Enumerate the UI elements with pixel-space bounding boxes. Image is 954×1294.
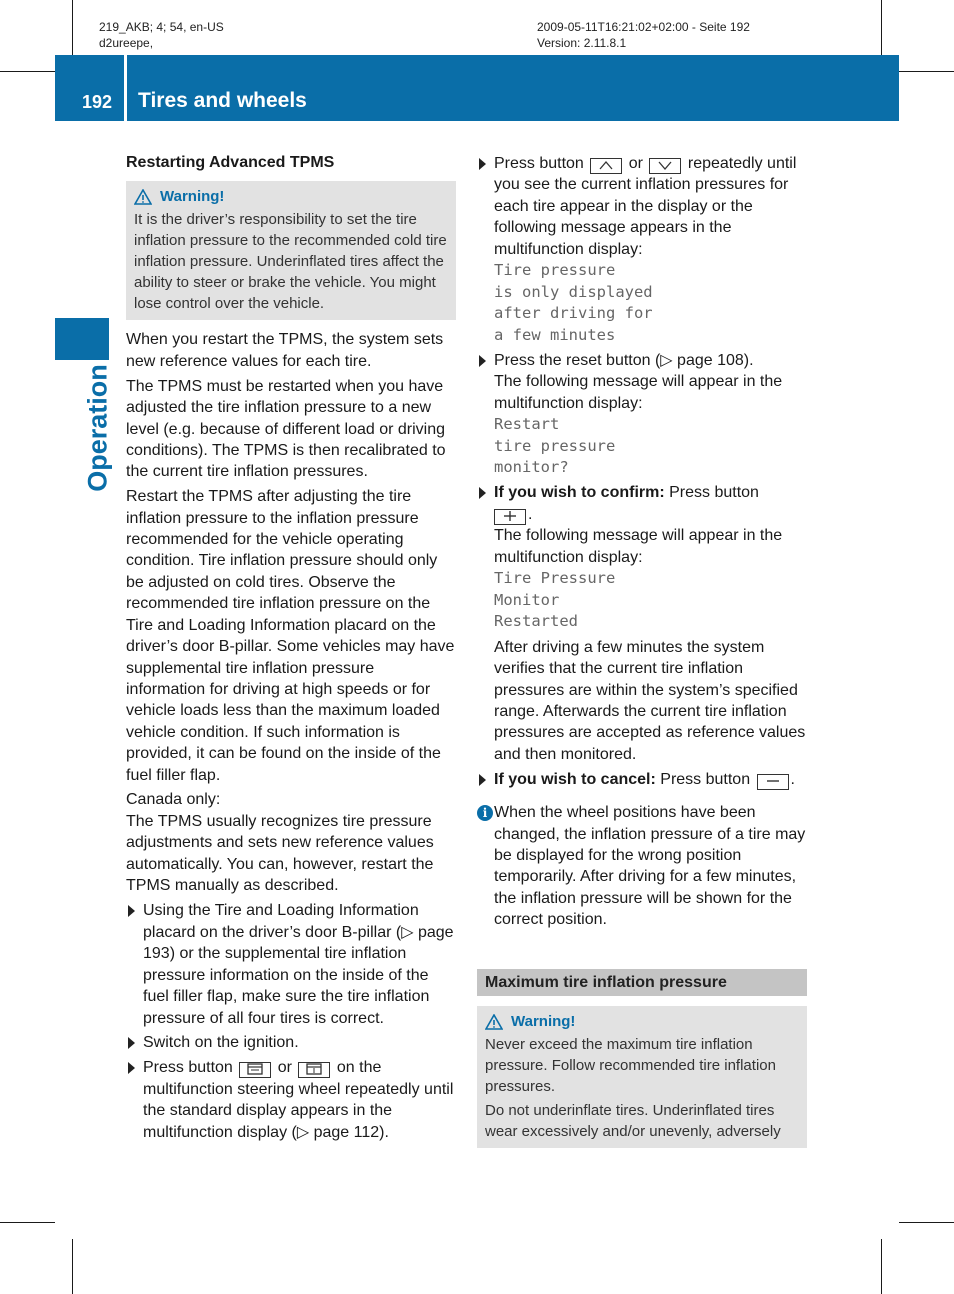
crop-mark [72,1239,73,1294]
step-text: The following message will appear in the multifunction display: [494,527,783,566]
meta-line: d2ureepe, [99,36,154,50]
plus-key-icon [494,509,526,525]
info-note [477,802,807,930]
page-title: Tires and wheels [138,89,307,112]
warning-triangle-icon [134,189,152,205]
step-text: Press button [660,770,751,788]
warning-title: Warning! [160,188,225,206]
step-arrow-icon [479,774,486,786]
left-column [126,152,456,1146]
meta-line: Version: 2.11.8.1 [537,36,627,50]
paragraph [126,789,456,896]
step-text: Using the Tire and Loading Information placard on the driver’s door B-pillar (▷ page 193) or the supplemental tire inflation pressure information on the inside of the fuel filler flap, make sure the tire inflation pressure of all four tires is correct. [143,902,454,1027]
instruction-step [126,1032,456,1053]
display-line: Tire Pressure [494,569,616,588]
display-line: Tire pressure [494,261,616,280]
page-number: 192 [82,92,113,112]
display-line: Restart [494,415,560,434]
paragraph: Restart the TPMS after adjusting the tire inflation pressure to the inflation pressure recommended for the vehicle operating condition. Tire inflation pressure should only be adjusted on cold tires. Observe the recommended tire inflation pressure on the Tire and Loading Information placard on the driver’s door B-pillar. Some vehicles may have supplemental tire inflation pressure information for driving at high speeds or for vehicle loads less than the maximum loaded vehicle condition. If such information is provided, it can be found on the inside of the fuel filler flap. [126,488,455,784]
meta-line: 219_AKB; 4; 54, en-US [99,20,224,34]
side-tab-label: Operation [82,364,113,492]
canada-label: Canada only: [126,791,221,809]
step-arrow-icon [479,487,486,499]
arrow-up-key-icon [590,158,622,174]
step-arrow-icon [128,1062,135,1074]
step-arrow-icon [128,905,135,917]
instruction-step [477,350,807,479]
arrow-down-key-icon [649,158,681,174]
step-text: repeatedly until you see the current inflation pressures for each tire appear in the display or the following message appears in the multifunction display: [494,155,797,258]
display-line: tire pressure [494,436,616,455]
step-bold-label: If you wish to cancel: [494,770,656,788]
step-arrow-icon [479,355,486,367]
step-text: After driving a few minutes the system verifies that the current tire inflation pressures are within the system’s specified range. Afterwards the current tire inflation pressures are accepted as reference values and then monitored. [494,638,806,763]
warning-title: Warning! [511,1013,576,1030]
step-text: Press the reset button (▷ page 108). [494,351,754,369]
display-line: is only displayed [494,282,653,301]
display-line: monitor? [494,458,569,477]
step-bold-label: If you wish to confirm: [494,484,665,502]
crop-mark [72,0,73,55]
minus-key-icon [757,774,789,790]
instruction-step [126,1057,456,1143]
warning-box [477,1006,807,1148]
step-arrow-icon [128,1037,135,1049]
crop-mark [899,1222,954,1223]
instruction-step [126,900,456,1028]
step-text: Press button [494,155,584,172]
step-text: or [277,1059,292,1077]
right-column [477,153,807,1148]
instruction-step: If you wish to cancel: Press button . [477,769,807,790]
warning-triangle-icon [485,1014,503,1030]
instruction-step [477,153,807,346]
warning-header [134,186,448,207]
instruction-step: If you wish to confirm: Press button . The following message will appear in the multifunction display: Tire Pressure Monitor Restarted After driving a few minutes the system verifies that the current tire inflation pressures are within the system’s specified range. Afterwards the current tire inflation pressures are accepted as reference values and then monitored. [477,482,807,765]
crop-mark [0,71,55,72]
display-message [494,414,807,479]
warning-box [126,181,456,320]
display-back-key-icon [239,1062,271,1078]
display-line: a few minutes [494,325,616,344]
step-text: Switch on the ignition. [143,1034,299,1052]
step-text: Press button [143,1059,233,1077]
print-meta-left [99,19,224,51]
display-message [494,260,807,346]
display-message [494,568,807,633]
section-subheading: Restarting Advanced TPMS [126,154,335,171]
side-tab-marker [55,318,109,360]
paragraph: The TPMS must be restarted when you have adjusted the tire inflation pressure to a new level (e.g. because of different load or driving conditions). The TPMS is then recalibrated to the current tire inflation pressures. [126,377,446,481]
header-divider [124,55,127,121]
warning-header [485,1011,799,1032]
crop-mark [881,1239,882,1294]
display-line: Restarted [494,612,578,631]
step-text: Press button [669,484,759,502]
warning-text: Never exceed the maximum tire inflation pressure. Follow recommended tire inflation pressures. [485,1036,776,1095]
canada-text: The TPMS usually recognizes tire pressure adjustments and sets new reference values automatically. You can, however, restart the TPMS manually as described. [126,812,434,895]
step-text: on the multifunction steering wheel repeatedly until the standard display appears in the multifunction display (▷ page 112). [143,1059,454,1141]
crop-mark [0,1222,55,1223]
info-icon: i [477,805,493,821]
paragraph: When you restart the TPMS, the system sets new reference values for each tire. [126,331,444,370]
step-text: or [628,155,643,172]
display-forward-key-icon [298,1062,330,1078]
crop-mark [899,71,954,72]
meta-line: 2009-05-11T16:21:02+02:00 - Seite 192 [537,20,750,34]
display-line: Monitor [494,590,560,609]
crop-mark [881,0,882,55]
step-arrow-icon [479,158,486,170]
info-text: When the wheel positions have been changed, the inflation pressure of a tire may be displayed for the wrong position temporarily. After driving for a few minutes, the inflation pressure will be shown for the correct position. [494,804,806,929]
warning-text: It is the driver’s responsibility to set the tire inflation pressure to the recommended cold tire inflation pressure. Underinflated tires affect the ability to steer or brake the vehicle. You might lose control over the vehicle. [134,211,447,313]
section-heading: Maximum tire inflation pressure [477,969,807,996]
print-meta-right [537,19,750,51]
step-text: The following message will appear in the multifunction display: [494,373,783,412]
warning-text: Do not underinflate tires. Underinflated tires wear excessively and/or unevenly, adversely [485,1102,781,1140]
display-line: after driving for [494,304,653,323]
